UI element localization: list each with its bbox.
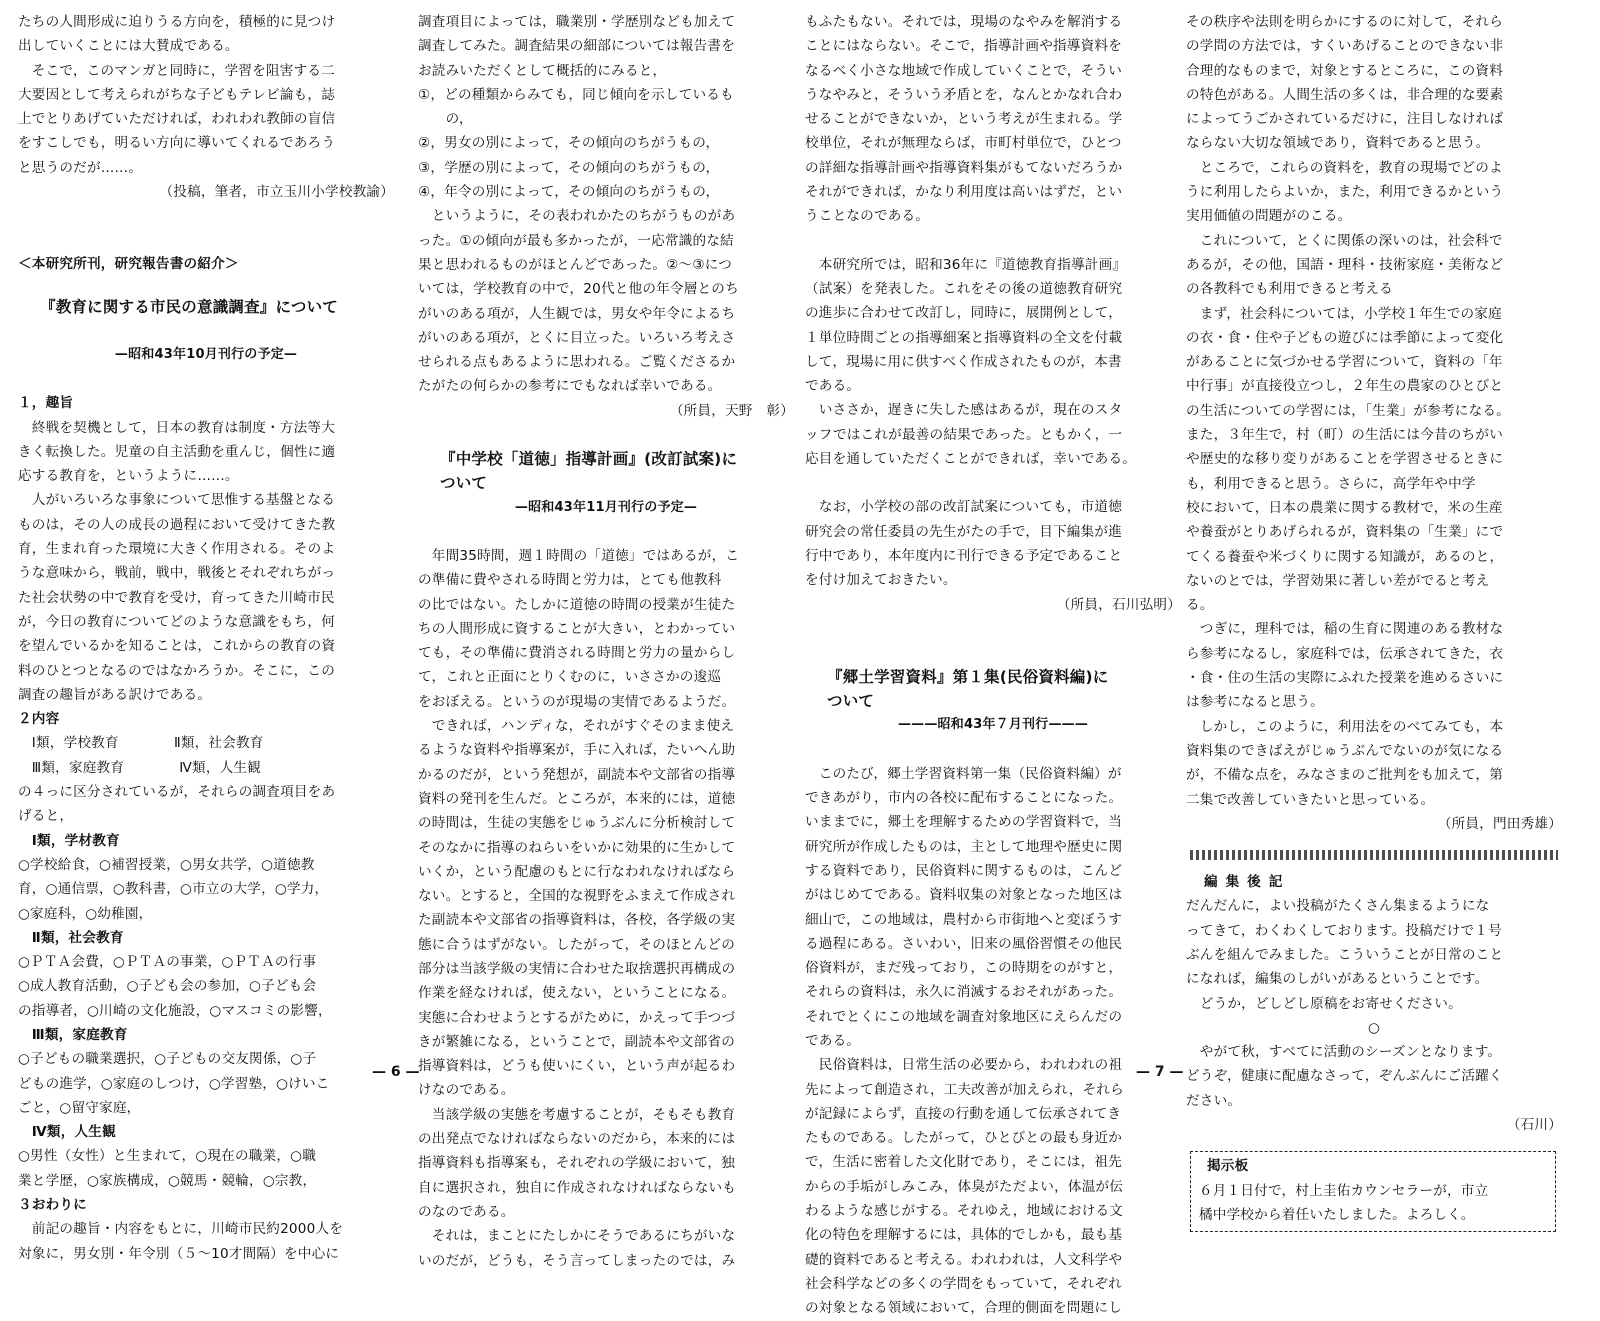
text-line: ３おわりに (18, 1197, 87, 1214)
text-line: １，趣旨 (18, 395, 74, 412)
text-line: 終戦を契機として，日本の教育は制度・方法等大 (18, 419, 335, 436)
text-line: これについて，とくに関係の深いのは，社会科で (1186, 232, 1503, 249)
text-line: いささか，遅きに失した感はあるが，現在のスタ (805, 402, 1123, 419)
text-line: 校において，日本の農業に関する教材で，米の生産 (1186, 499, 1503, 516)
text-line: ○子どもの職業選択，○子どもの交友関係，○子 (18, 1051, 317, 1068)
text-line: 社会科学などの多くの学問をもっていて，それぞれ (805, 1275, 1122, 1292)
text-line: ○男性（女性）と生まれて，○現在の職業，○職 (18, 1148, 316, 1165)
text-line: それができれば，かなり利用度は高いはずだ，とい (805, 184, 1123, 201)
text-line: ら参考になるし，家庭科では，伝承されてきた，衣 (1186, 645, 1504, 662)
text-line: Ⅳ類，人生観 (18, 1124, 116, 1141)
spacer (18, 367, 394, 391)
text-line: する資料であり，民俗資料に関するものは，こんど (805, 862, 1123, 879)
text-line: （投稿，筆者，市立玉川小学校教諭） (159, 184, 394, 201)
text-line: どうぞ，健康に配慮なさって，ぞんぶんにご活躍く (1186, 1068, 1503, 1085)
text-line: あるが，その他，国語・理科・技術家庭・美術など (1186, 256, 1504, 273)
text-line: 校単位，それが無理ならば，市町村単位で，ひとつ (805, 135, 1122, 152)
text-line: お読みいただくとして概括的にみると， (418, 62, 667, 79)
text-line: を望んでいるかを知ることは，これからの教育の資 (18, 638, 336, 655)
bulletin-board-title: 掲示板 (1207, 1158, 1249, 1175)
text-line: の出発点でなければならないのだから，本来的には (418, 1131, 736, 1148)
text-line: このたび，郷土学習資料第一集（民俗資料編）が (805, 765, 1122, 782)
text-line: る過程にある。さいわい，旧来の風俗習慣その他民 (805, 935, 1123, 952)
text-line: どうか，どしどし原稿をお寄せください。 (1186, 995, 1462, 1012)
spacer (18, 319, 394, 343)
text-line: の対象となる領域において，合理的側面を問題にし (805, 1300, 1122, 1317)
text-line: ついて (827, 692, 875, 711)
text-line: 育，生まれ育った環境に大きく作用される。そのよ (18, 541, 336, 558)
text-line: の各教科でも利用できると考える (1186, 281, 1393, 298)
text-line: 果と思われるものがほとんどであった。②～③につ (418, 256, 733, 273)
text-line: 大要因として考えられがちな子どもテレビ論も，誌 (18, 86, 335, 103)
text-line: ないのとでは，学習効果に著しい差がでると考え (1186, 572, 1490, 589)
text-line: 料のひとつとなるのではなかろうか。そこに，この (18, 662, 335, 679)
text-line: である。 (805, 378, 861, 395)
text-line: できれば，ハンディな，それがすぐそのまま使え (418, 718, 735, 735)
text-line: の， (418, 111, 473, 128)
text-line: る。 (1186, 597, 1214, 614)
text-line: —昭和43年11月刊行の予定— (514, 499, 698, 515)
text-line: 指導資料も指導案も，それぞれの学級において，独 (418, 1155, 735, 1172)
text-line: まず，社会科については，小学校１年生での家庭 (1186, 305, 1502, 322)
text-line: ならない大切な領域であり，資料であると思う。 (1186, 135, 1490, 152)
text-line: である。 (805, 1032, 861, 1049)
text-line: 指導資料は，どうも使いにくい，という声が起るわ (418, 1058, 736, 1075)
text-line: のなのである。 (418, 1203, 515, 1220)
editor-postscript-body (1186, 894, 1562, 1137)
text-line: 対象に，男女別・年令別（５～10才間隔）を中心に (18, 1245, 340, 1262)
text-line: や養蚕がとりあげられるが，資料集の「生業」にで (1186, 524, 1504, 541)
text-line: によってうごかされているだけに，注目しなければ (1186, 111, 1504, 128)
text-line: 『郷土学習資料』第１集(民俗資料編)に (827, 667, 1109, 686)
text-line: 実態に合わせようとするがために，かえって手つづ (418, 1009, 736, 1026)
text-line: ものは，その人の成長の過程において受けてきた教 (18, 516, 336, 533)
text-line: ①，どの種類からみても，同じ傾向を示しているも (418, 86, 734, 103)
text-line: 上でとりあげていただければ，われわれ教師の盲信 (18, 111, 336, 128)
text-line: るような資料や指導案が，手に入れば，たいへん助 (418, 742, 736, 759)
column-1 (18, 10, 394, 1262)
text-line: （所員，石川弘明） (1056, 596, 1181, 613)
text-line: ＜本研究所刊，研究報告書の紹介＞ (18, 256, 239, 273)
text-line: （試案）を発表した。これをその後の道徳教育研究 (805, 280, 1123, 297)
text-line: わるような感じがする。それゆえ，地域における文 (805, 1203, 1124, 1220)
text-line: の準備に費やされる時間と労力は，とても他教科 (418, 572, 722, 589)
text-line: （所員，門田秀雄） (1437, 815, 1562, 832)
text-line: がいのある項が，とくに目立った。いろいろ考えさ (418, 329, 736, 346)
text-line: をおぼえる。というのが現場の実情であるようだ。 (418, 693, 736, 710)
text-line: ところで，これらの資料を，教育の現場でどのよ (1186, 159, 1503, 176)
spacer (418, 423, 794, 447)
text-line: そこで，このマンガと同時に，学習を阻害する二 (18, 62, 335, 79)
text-line: また，３年生で，村（町）の生活には今昔のちがい (1186, 427, 1503, 444)
text-line: もふたもない。それでは，現場のなやみを解消する (805, 14, 1123, 30)
text-line: や歴史的な移り変りがあることを学習させるときに (1186, 451, 1504, 468)
text-line: ③，学歴の別によって，その傾向のちがうもの， (418, 159, 720, 176)
text-line: 応する教育を，というように……。 (18, 468, 239, 485)
spacer (18, 204, 394, 252)
text-line: うな意味から，戦前，戦中，戦後とそれぞれちがっ (18, 565, 336, 582)
text-line: がはじめてである。資料収集の対象となった地区は (805, 887, 1123, 904)
text-line: 中行事」が直接役立つし，２年生の農家のひとびと (1186, 378, 1504, 395)
text-line: たものである。したがって，ひとびとの最も身近か (805, 1130, 1122, 1147)
text-line: なお，小学校の部の改訂試案についても，市道徳 (805, 499, 1122, 516)
text-line: —昭和43年10月刊行の予定— (114, 346, 298, 362)
text-line: Ⅲ類，家庭教育 (18, 1026, 128, 1043)
text-line: と思うのだが……。 (18, 159, 143, 176)
text-line: して，現場に用に供すべく作成されたものが，本書 (805, 353, 1122, 370)
bulletin-board-line: ６月１日付で，村上圭佑カウンセラーが，市立 (1199, 1182, 1489, 1199)
text-line: うことなのである。 (805, 208, 930, 225)
text-line: だんだんに，よい投稿がたくさん集まるようにな (1186, 898, 1490, 915)
text-line: を付け加えておきたい。 (805, 572, 957, 589)
text-line: きが繁雑になる，ということで，副読本や文部省の (418, 1033, 735, 1050)
text-line: ○ＰＴＡ会費，○ＰＴＡの事業，○ＰＴＡの行事 (18, 954, 317, 971)
text-line: で，生活に密着した文化財であり，そこには，祖先 (805, 1154, 1122, 1171)
text-line: 調査項目によっては，職業別・学歴別なども加えて (418, 14, 736, 30)
bulletin-board-line: 橘中学校から着任いたしました。よろしく。 (1199, 1206, 1475, 1223)
text-line: 化の特色を理解するには，具体的でしかも，最も基 (805, 1227, 1123, 1244)
text-line: ○成人教育活動，○子ども会の参加，○子ども会 (18, 978, 317, 995)
text-line: せることができないか，という考えが生まれる。学 (805, 111, 1123, 128)
text-line: が，今日の教育についてどのような意識をもち，何 (18, 613, 335, 630)
text-line: てくる養蚕や米づくりに関する知識が，あるのと， (1186, 548, 1504, 565)
text-line: ぶんを組んでみました。こういうことが日常のこと (1186, 946, 1504, 963)
text-line: たちの人間形成に迫りうる方向を，積極的に見つけ (18, 14, 336, 30)
text-line: ない。とすると，全国的な視野をふまえて作成され (418, 888, 736, 905)
text-line: の進歩に合わせて改訂し，同時に，展開例として， (805, 305, 1122, 322)
text-line: ださい。 (1186, 1092, 1242, 1109)
text-line: というように，その表われかたのちがうものがあ (418, 208, 736, 225)
text-line: 応目を通していただくことができれば，幸いである。 (805, 451, 1137, 468)
text-line: がいのある項が，人生観では，男女や年令によるち (418, 305, 736, 322)
text-line: 部分は当該学級の実情に合わせた取捨選択再構成の (418, 960, 736, 977)
text-line: 実用価値の問題がのこる。 (1186, 208, 1352, 225)
text-line: げると， (18, 808, 74, 825)
text-line: が記録によらず，直接の行動を通して伝承されてき (805, 1105, 1122, 1122)
wavy-divider (1190, 850, 1558, 860)
text-line: なるべく小さな地域で作成していくことで，そうい (805, 62, 1122, 79)
text-line: それでとくにこの地域を調査対象地区にえらんだの (805, 1008, 1123, 1025)
spacer (805, 738, 1181, 762)
bulletin-board (1190, 1151, 1556, 1232)
text-line: たがたの何らかの参考にでもなれば幸いである。 (418, 378, 722, 395)
text-line: 当該学級の実態を考慮することが，そもそも教育 (418, 1106, 736, 1123)
text-line: 『中学校「道徳」指導計画』(改訂試案)に (440, 450, 738, 469)
text-line: いくか，という配慮のもとに行なわれなければなら (418, 863, 736, 880)
text-line: 本研究所では，昭和36年に『道徳教育指導計画』 (805, 256, 1127, 273)
text-line: ついて (440, 474, 488, 493)
text-line: が，不備な点を，みなさまのご批判をも加えて，第 (1186, 767, 1503, 784)
text-line: つぎに，理科では，稲の生育に関連のある教材な (1186, 621, 1504, 638)
text-line: １単位時間ごとの指導細案と指導資料の全文を付載 (805, 329, 1123, 346)
text-line: 出していくことには大賛成である。 (18, 38, 239, 55)
text-line: （所員，天野 彰） (669, 402, 794, 419)
editor-postscript-title: 編集後記 (1204, 874, 1291, 891)
text-line: の詳細な指導計画や指導資料集がもてないだろうか (805, 159, 1123, 176)
spacer (805, 471, 1181, 495)
text-line: いのだが，どうも，そう言ってしまったのでは，み (418, 1252, 736, 1269)
text-line: （石川） (1506, 1117, 1562, 1134)
spacer (418, 520, 794, 544)
text-line: Ⅰ類，学校教育 Ⅱ類，社会教育 (18, 735, 264, 752)
text-line: できあがり，市内の各校に配布することになった。 (805, 790, 1123, 807)
text-line: 調査してみた。調査結果の細部については報告書を (418, 38, 735, 55)
page-number-left: — 6 — (372, 1064, 420, 1080)
text-line: の時間は，生徒の実態をじゅうぶんに分析検討して (418, 815, 736, 832)
text-line: 育，○通信票，○教科書，○市立の大学，○学力， (18, 881, 329, 898)
text-line: 民俗資料は，日常生活の必要から，われわれの祖 (805, 1057, 1123, 1074)
text-line: 『教育に関する市民の意識調査』について (40, 297, 338, 316)
text-line: 二集で改善していきたいと思っている。 (1186, 791, 1435, 808)
text-line: 俗資料が，まだ残っており，この時期をのがすと， (805, 960, 1123, 977)
text-line: ても，その準備に費消される時間と労力の量からし (418, 645, 736, 662)
text-line: しかし，このように，利用法をのべてみても，本 (1186, 718, 1504, 735)
text-line: 資料集のできばえがじゅうぶんでないのが気になる (1186, 742, 1504, 759)
text-line: 自に選択され，独自に作成されなければならないも (418, 1179, 737, 1196)
text-line: があることに気づかせる学習について，資料の「年 (1186, 354, 1503, 371)
text-line: 前記の趣旨・内容をもとに，川崎市民約2000人を (18, 1221, 344, 1238)
text-line: 礎的資料であると考える。われわれは，人文科学や (805, 1251, 1123, 1268)
text-line: の比ではない。たしかに道徳の時間の授業が生徒た (418, 596, 736, 613)
column-4-article (1186, 10, 1562, 836)
text-line: 合理的なものまで，対象とするところに，この資料 (1186, 62, 1503, 79)
text-line: った。①の傾向が最も多かったが，一応常識的な結 (418, 232, 734, 249)
page-number-right: — 7 — (1136, 1064, 1184, 1080)
text-line: 調査の趣旨がある訳けである。 (18, 686, 212, 703)
text-line: ○学校給食，○補習授業，○男女共学，○道徳教 (18, 856, 315, 873)
text-line: ・食・住の生活の実際にふれた授業を進めるさいに (1186, 670, 1504, 687)
text-line: うに利用したらよいか，また，利用できるかという (1186, 184, 1504, 201)
text-line: それらの資料は，永久に消滅するおそれがあった。 (805, 984, 1123, 1001)
text-line: やがて秋，すべてに活動のシーズンとなります。 (1186, 1044, 1502, 1061)
text-line: 行中であり，本年度内に刊行できる予定であること (805, 547, 1123, 564)
text-line: ②，男女の別によって，その傾向のちがうもの， (418, 135, 720, 152)
text-line: 先によって創造され，工夫改善が加えられ，それら (805, 1081, 1124, 1098)
text-line: て，これと正面にとりくむのに，いささかの逡巡 (418, 669, 722, 686)
text-line: Ⅲ類，家庭教育 Ⅳ類，人生観 (18, 759, 262, 776)
column-3 (805, 10, 1181, 1317)
text-line: いては，学校教育の中で，20代と他の年令層とのち (418, 281, 739, 298)
text-line: をすこしでも，明るい方向に導いてくれるであろう (18, 135, 336, 152)
text-line: 資料の発刊を生んだ。ところが，本来的には，道徳 (418, 790, 736, 807)
text-line: た副読本や文部省の指導資料は，各校，各学級の実 (418, 912, 736, 929)
text-line: の特色がある。人間生活の多くは，非合理的な要素 (1186, 86, 1504, 103)
text-line: けなのである。 (418, 1082, 515, 1099)
text-line: ちの人間形成に資することが大きい，とわかってい (418, 620, 736, 637)
text-line: 人がいろいろな事象について思惟する基盤となる (18, 492, 335, 509)
text-line: ッフではこれが最善の結果であった。ともかく，一 (805, 426, 1123, 443)
text-line: た社会状勢の中で教育を受け，育ってきた川崎市民 (18, 589, 335, 606)
text-line: せられる点もあるように思われる。ご覧くださるか (418, 354, 736, 371)
text-line: からの手垢がしみこみ，体臭がただよい，体温が伝 (805, 1178, 1124, 1195)
text-line: いままでに，郷土を理解するための学習資料で，当 (805, 814, 1122, 831)
text-line: 作業を経なければ，使えない，ということになる。 (418, 985, 736, 1002)
text-line: 研究所が作成したものは，主として地理や歴史に関 (805, 838, 1123, 855)
text-line: 年間35時間，週１時間の「道徳」ではあるが，こ (418, 547, 740, 564)
text-line: 細山で，この地域は，農村から市街地へと変ぼうす (805, 911, 1122, 928)
spacer (805, 617, 1181, 665)
text-line: も，利用できると思う。さらに，高学年や中学 (1186, 475, 1476, 492)
text-line: 態に合うはずがない。したがって，そのほとんどの (418, 936, 735, 953)
text-line: ことにはならない。そこで，指導計画や指導資料を (805, 38, 1122, 55)
text-line: 業と学歴，○家族構成，○競馬・競輪，○宗教， (18, 1172, 317, 1189)
text-line: ２内容 (18, 711, 60, 728)
text-line: ④，年令の別によって，その傾向のちがうもの， (418, 184, 720, 201)
text-line: 研究会の常任委員の先生がたの手で，目下編集が進 (805, 523, 1122, 540)
column-2 (418, 10, 794, 1269)
text-line: うなやみと，そういう矛盾とを，なんとかなれ合わ (805, 86, 1123, 103)
column-4 (1186, 10, 1562, 1223)
text-line: ってきて，わくわくしております。投稿だけで１号 (1186, 922, 1502, 939)
text-line: ———昭和43年７月刊行——— (897, 717, 1089, 733)
text-line: は参考になると思う。 (1186, 694, 1324, 711)
text-line: その秩序や法則を明らかにするのに対して，それら (1186, 14, 1503, 30)
text-line: それは，まことにたしかにそうであるにちがいな (418, 1228, 736, 1245)
text-line: Ⅱ類，社会教育 (18, 929, 124, 946)
text-line: ○家庭科，○幼稚園， (18, 905, 153, 922)
spacer (805, 229, 1181, 253)
text-line: Ⅰ類，学材教育 (18, 832, 120, 849)
text-line: の衣・食・住や子どもの遊びには季節によって変化 (1186, 329, 1504, 346)
text-line: かるのだが，という発想が，副読本や文部省の指導 (418, 766, 736, 783)
text-line: ごと，○留守家庭， (18, 1099, 141, 1116)
text-line: の指導者，○川崎の文化施設，○マスコミの影響， (18, 1002, 332, 1019)
text-line: どもの進学，○家庭のしつけ，○学習塾，○けいこ (18, 1075, 330, 1092)
text-line: きく転換した。児童の自主活動を重んじ，個性に適 (18, 443, 336, 460)
text-line: の４っに区分されているが，それらの調査項目をあ (18, 784, 336, 801)
text-line: の学問の方法では，すくいあげることのできない非 (1186, 38, 1504, 55)
text-line: の生活についての学習には，「生業」が参考になる。 (1186, 402, 1510, 419)
text-line: ○ (1367, 1019, 1381, 1036)
text-line: そのなかに指導のねらいをいかに効果的に生かして (418, 839, 736, 856)
text-line: になれば，編集のしがいがあるということです。 (1186, 971, 1489, 988)
